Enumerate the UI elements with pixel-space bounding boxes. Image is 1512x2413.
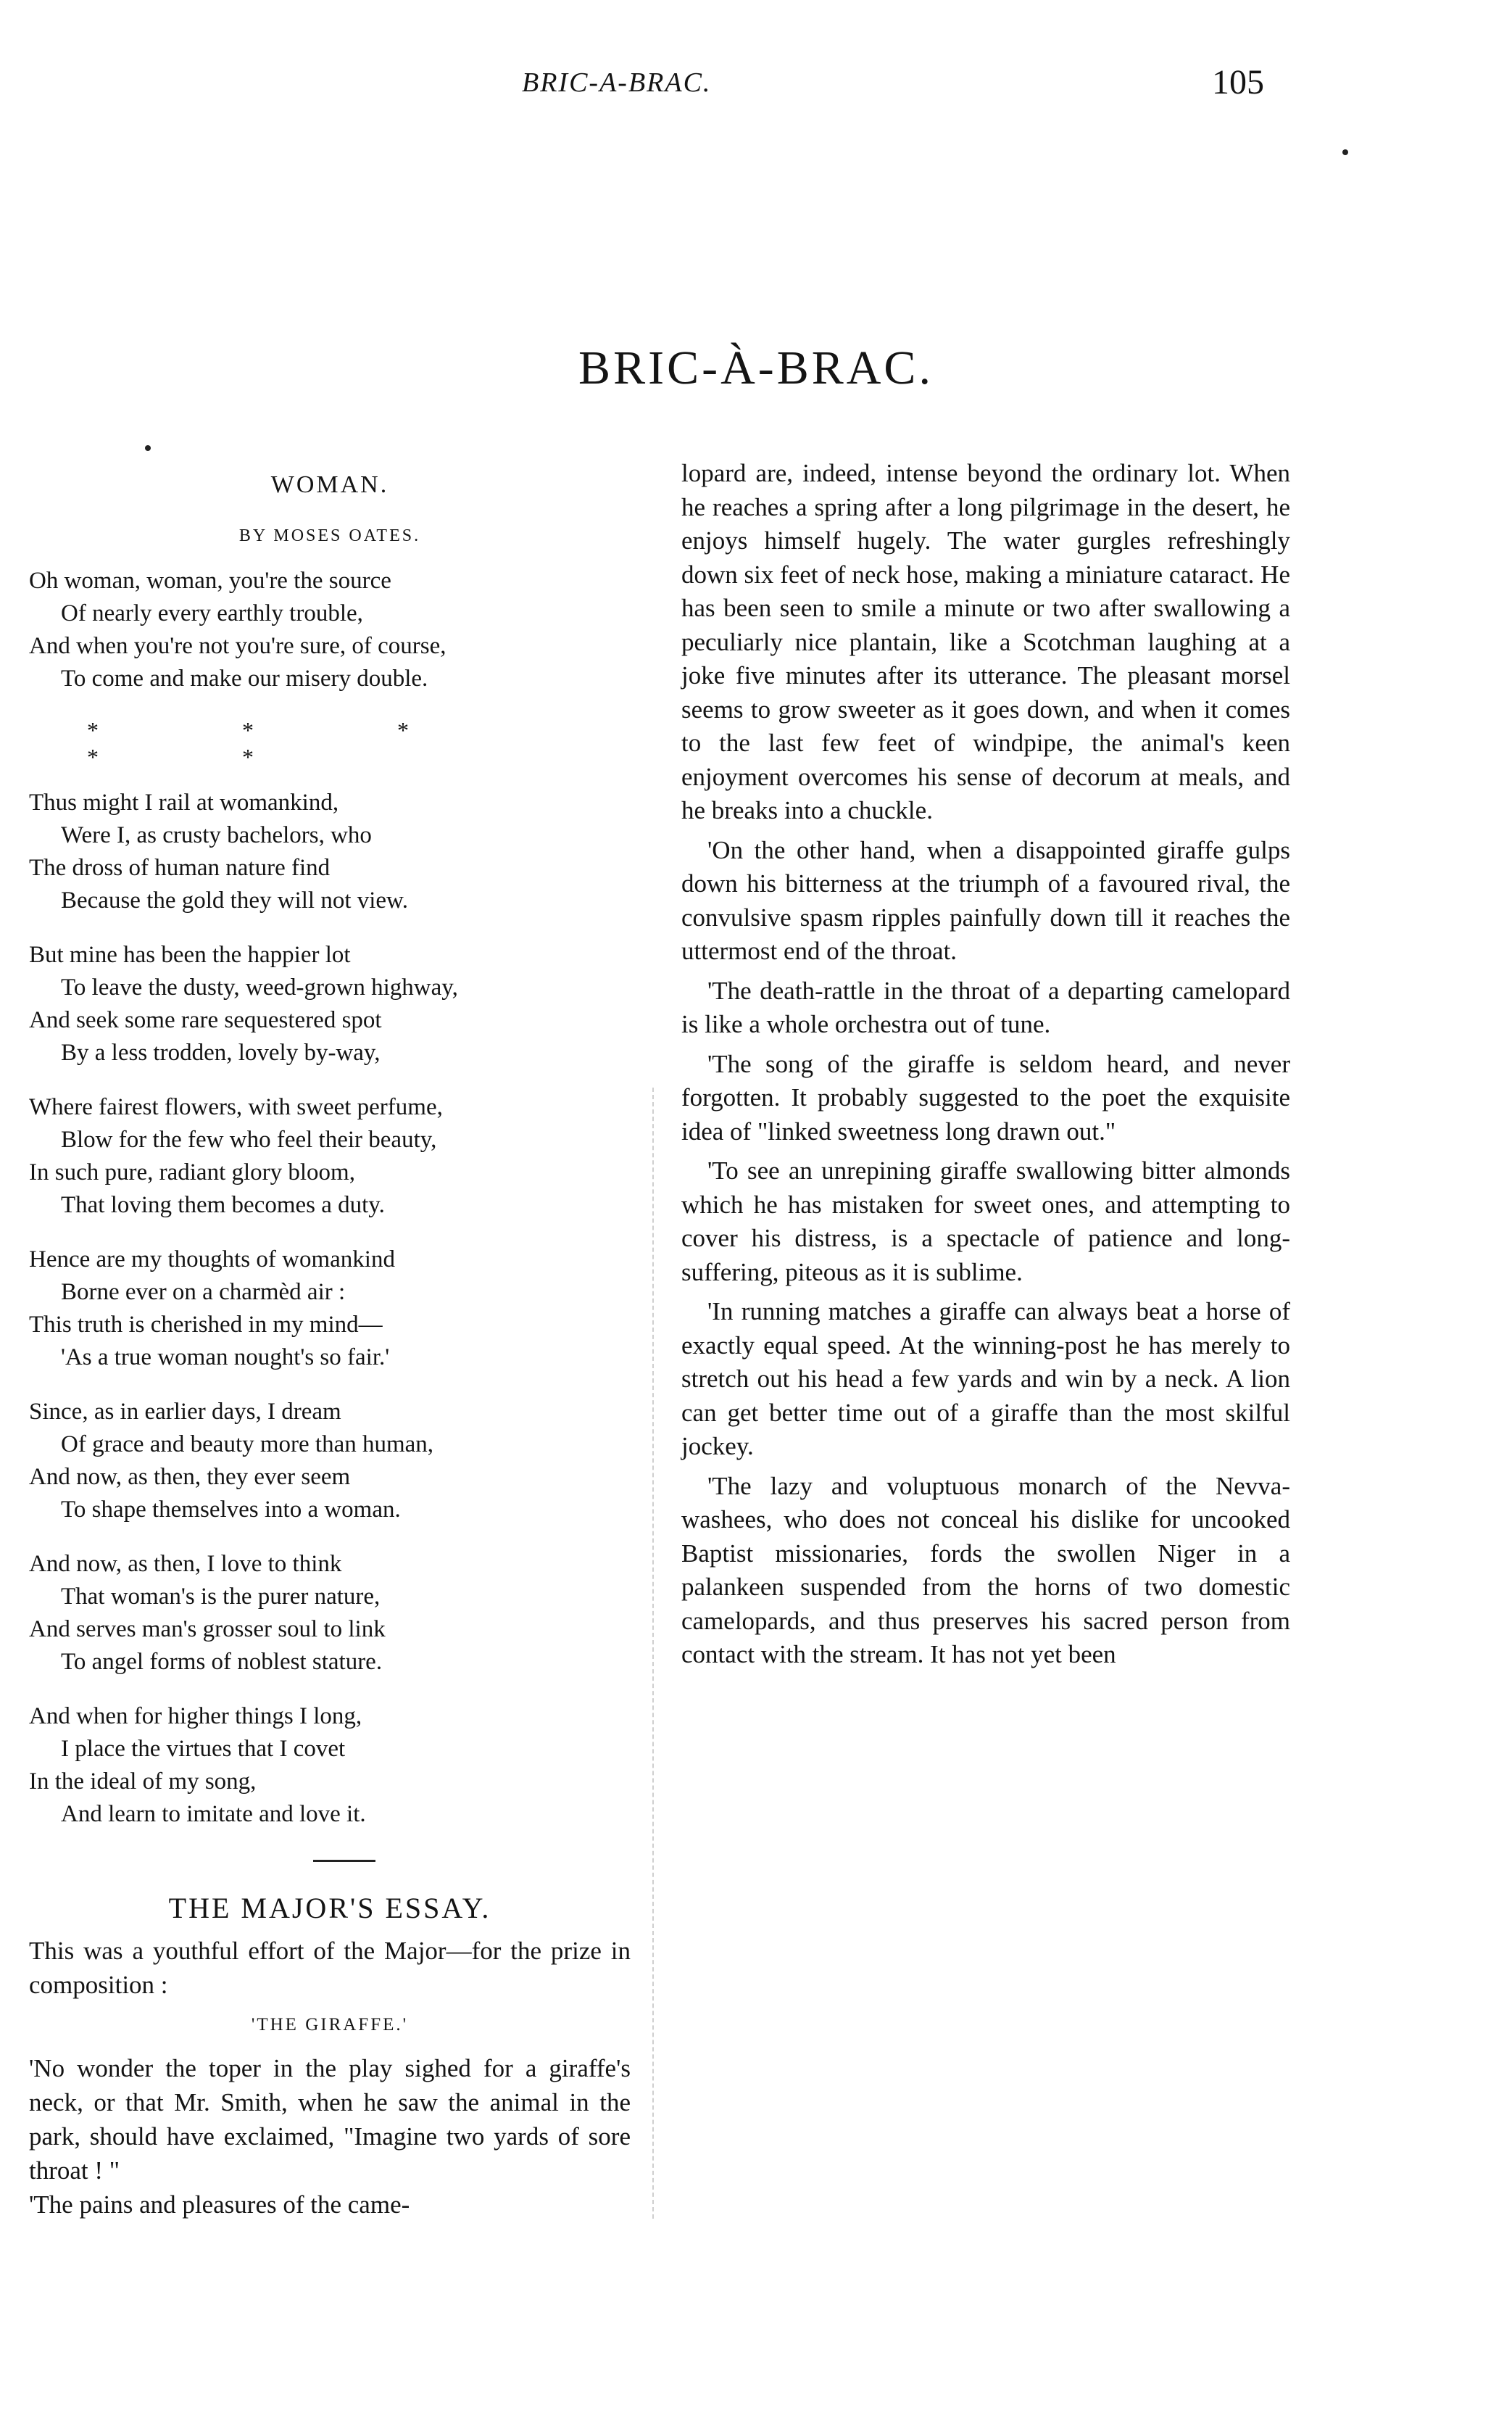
poem-title: WOMAN. bbox=[270, 471, 389, 498]
right-column bbox=[681, 457, 1290, 1678]
essay-intro: This was a youthful effort of the Major—for the prize in composition : bbox=[29, 1937, 631, 1999]
poem-line: Because the gold they will not view. bbox=[61, 887, 408, 914]
poem-stanza bbox=[29, 787, 631, 917]
poem-line: In the ideal of my song, bbox=[29, 1768, 257, 1795]
poem-line: This truth is cherished in my mind— bbox=[29, 1312, 383, 1338]
essay-paragraph: 'In running matches a giraffe can always beat a horse of exactly equal speed. At the winning-post he has merely to stretch out his head a few yards and win by a neck. A lion can get better time out of a giraffe than the most skilful jockey. bbox=[681, 1297, 1290, 1460]
section-break-stars: * * * * * bbox=[87, 717, 478, 770]
essay-title: THE MAJOR'S ESSAY. bbox=[168, 1892, 491, 1924]
poem-line: To leave the dusty, weed-grown highway, bbox=[61, 974, 458, 1001]
poem-line: And when you're not you're sure, of course, bbox=[29, 633, 446, 659]
poem-stanza bbox=[29, 1548, 631, 1679]
essay-paragraph: 'No wonder the toper in the play sighed for a giraffe's neck, or that Mr. Smith, when he saw the animal in the park, should have exclaimed, "Imagine two yards of sore throat ! " bbox=[29, 2054, 631, 2185]
poem-line: To shape themselves into a woman. bbox=[61, 1497, 401, 1523]
poem-line: Borne ever on a charmèd air : bbox=[61, 1279, 346, 1305]
poem-line: The dross of human nature find bbox=[29, 855, 331, 881]
running-title: BRIC-A-BRAC. bbox=[522, 67, 712, 98]
essay-paragraph: 'To see an unrepining giraffe swallowing bitter almonds which he has mistaken for sweet ones, and attempting to cover his distress, is a spectacle of patience and long-suffering, piteous as it is sublime. bbox=[681, 1156, 1290, 1286]
essay-paragraph: 'The pains and pleasures of the came- bbox=[29, 2190, 410, 2219]
poem-line: To angel forms of noblest stature. bbox=[61, 1649, 383, 1675]
poem-line: Since, as in earlier days, I dream bbox=[29, 1399, 341, 1425]
left-column bbox=[29, 457, 631, 2222]
essay-paragraph: lopard are, indeed, intense beyond the ordinary lot. When he reaches a spring after a long pilgrimage in the desert, he enjoys himself hugely. The water gurgles refreshingly down six feet of neck hose, making a miniature cataract. He has been seen to smile a minute or two after swallowing a peculiarly nice plantain, like a Scotchman laughing at a joke five minutes after its utterance. The pleasant morsel seems to grow sweeter as it goes down, and when it comes to the last few feet of windpipe, the animal's keen enjoyment overcomes his sense of decorum at meals, and he breaks into a chuckle. bbox=[681, 459, 1290, 824]
essay-paragraph: 'The death-rattle in the throat of a departing camelopard is like a whole orchestra out of tune. bbox=[681, 976, 1290, 1038]
poem-line: And serves man's grosser soul to link bbox=[29, 1616, 386, 1642]
essay-paragraph: 'The song of the giraffe is seldom heard, and never forgotten. It probably suggested to the poet the exquisite idea of "linked sweetness long drawn out." bbox=[681, 1049, 1290, 1146]
poem-line: And now, as then, I love to think bbox=[29, 1551, 342, 1577]
page-title: BRIC-À-BRAC. bbox=[578, 342, 934, 394]
column-divider bbox=[652, 1088, 654, 2219]
ink-speck bbox=[1342, 149, 1348, 155]
section-divider bbox=[313, 1860, 375, 1862]
poem-line: 'As a true woman nought's so fair.' bbox=[61, 1344, 390, 1370]
poem-line: Of grace and beauty more than human, bbox=[61, 1431, 434, 1457]
poem-stanza bbox=[29, 1396, 631, 1526]
poem-stanza bbox=[29, 1243, 631, 1374]
essay-paragraph: 'On the other hand, when a disappointed giraffe gulps down his bitterness at the triumph of a favoured rival, the convulsive spasm ripples painfully down till it reaches the uttermost end of the throat. bbox=[681, 835, 1290, 965]
poem-line: And seek some rare sequestered spot bbox=[29, 1007, 382, 1033]
poem-line: I place the virtues that I covet bbox=[61, 1736, 346, 1762]
poem-line: Hence are my thoughts of womankind bbox=[29, 1246, 395, 1272]
page-number: 105 bbox=[1212, 63, 1264, 102]
poem-line: Blow for the few who feel their beauty, bbox=[61, 1127, 437, 1153]
poem-stanza bbox=[29, 565, 631, 695]
poem-line: And when for higher things I long, bbox=[29, 1703, 362, 1729]
poem-line: That woman's is the purer nature, bbox=[61, 1584, 381, 1610]
poem-line: That loving them becomes a duty. bbox=[61, 1192, 385, 1218]
poem-stanza bbox=[29, 1700, 631, 1831]
poem-stanza bbox=[29, 939, 631, 1069]
poem-line: And learn to imitate and love it. bbox=[61, 1801, 366, 1827]
poem-line: But mine has been the happier lot bbox=[29, 942, 351, 968]
poem-line: Oh woman, woman, you're the source bbox=[29, 568, 391, 594]
poem-line: In such pure, radiant glory bloom, bbox=[29, 1159, 355, 1185]
poem-line: By a less trodden, lovely by-way, bbox=[61, 1040, 381, 1066]
poem-line: Of nearly every earthly trouble, bbox=[61, 600, 363, 626]
essay-subhead: 'THE GIRAFFE.' bbox=[251, 2015, 409, 2035]
poem-line: To come and make our misery double. bbox=[61, 666, 428, 692]
ink-speck bbox=[145, 445, 151, 451]
poem-line: Thus might I rail at womankind, bbox=[29, 790, 339, 816]
essay-paragraph: 'The lazy and voluptuous monarch of the Nevva-washees, who does not conceal his dislike for uncooked Baptist missionaries, fords the swollen Niger in a palankeen suspended from the horns of two domestic camelopards, and thus preserves his sacred person from contact with the stream. It has not yet been bbox=[681, 1471, 1290, 1668]
poem-line: And now, as then, they ever seem bbox=[29, 1464, 351, 1490]
poem-line: Were I, as crusty bachelors, who bbox=[61, 822, 372, 848]
poem-stanza bbox=[29, 1091, 631, 1222]
running-head bbox=[0, 63, 1512, 110]
poem-byline: BY MOSES OATES. bbox=[238, 526, 421, 545]
poem-line: Where fairest flowers, with sweet perfume, bbox=[29, 1094, 443, 1120]
